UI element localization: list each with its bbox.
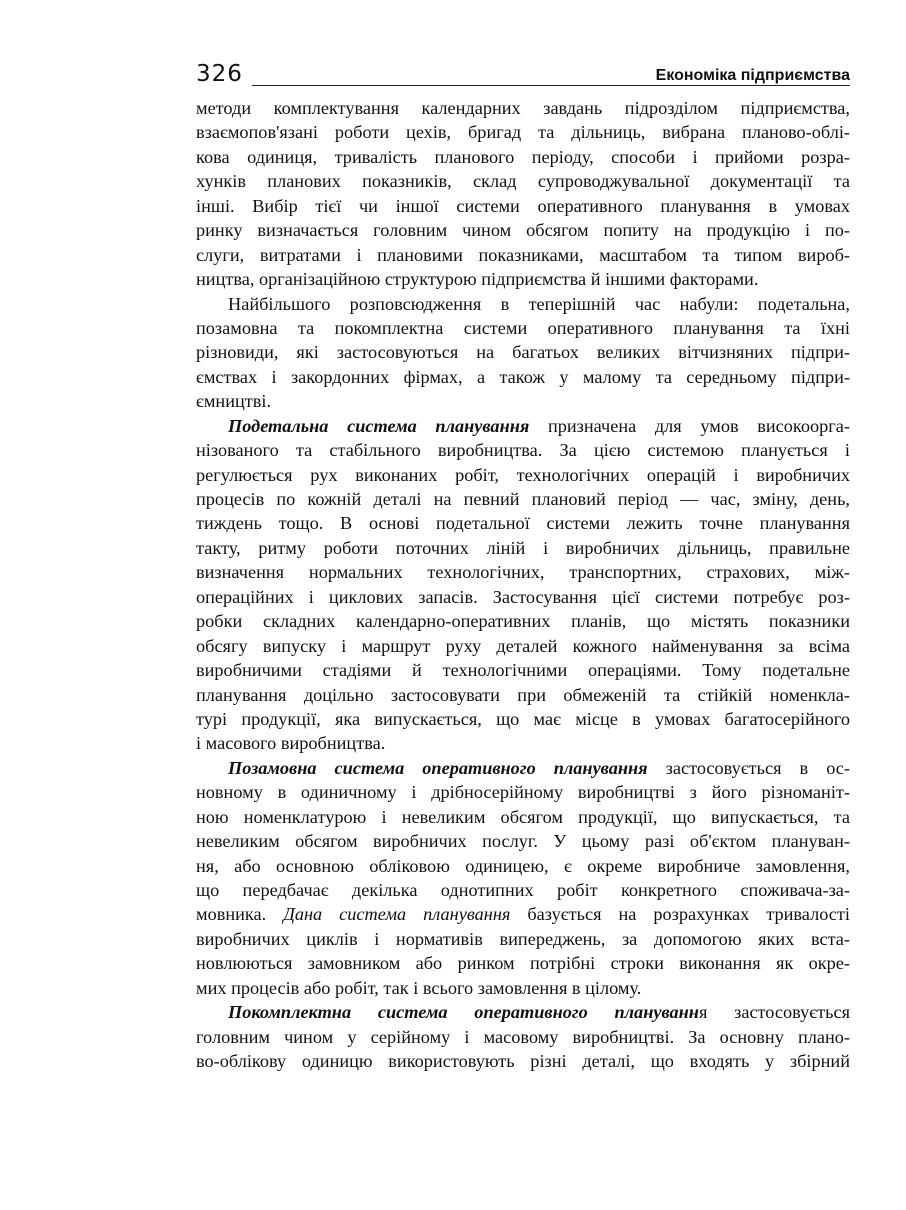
- italic-phrase: Дана система планування: [283, 904, 511, 925]
- running-title: Економіка підприємства: [655, 67, 850, 84]
- text-line: Подетальна система планування призначена для умов високоорга-: [228, 415, 850, 436]
- text-line: слуги, витратами і плановими показниками, масштабом та типом вироб-: [196, 244, 850, 265]
- text-line: новному в одиничному і дрібносерійному виробництві з його різноманіт-: [196, 782, 850, 803]
- text-line: виробничих циклів і нормативів випереджень, за допомогою яких вста-: [196, 928, 850, 949]
- text-line: новлюються замовником або ринком потрібні строки виконання як окре-: [196, 953, 850, 974]
- text-line: ною номенклатурою і невеликим обсягом продукції, що випускається, та: [196, 806, 850, 827]
- text-line: Покомплектна система оперативного планування застосовується: [228, 1002, 850, 1023]
- text-line: во-облікову одиницю використовують різні деталі, що входять у збірний: [196, 1051, 850, 1072]
- text-line: нізованого та стабільного виробництва. За цією системою планується і: [196, 440, 850, 461]
- text-line: взаємопов'язані роботи цехів, бригад та дільниць, вибрана планово-облі-: [196, 122, 850, 143]
- text-line: ринку визначається головним чином обсягом попиту на продукцію і по-: [196, 220, 850, 241]
- text-line: головним чином у серійному і масовому виробництві. За основну плано-: [196, 1026, 850, 1047]
- text-line: і масового виробництва.: [196, 733, 386, 754]
- text-line: робки складних календарно-оперативних планів, що містять показники: [196, 611, 850, 632]
- text-line: що передбачає декілька однотипних робіт конкретного споживача-за-: [196, 880, 850, 900]
- text-line: тиждень тощо. В основі подетальної системи лежить точне планування: [196, 513, 850, 534]
- text-line: невеликим обсягом виробничих послуг. У цьому разі об'єктом плануван-: [196, 831, 850, 852]
- text-line: такту, ритму роботи поточних ліній і виробничих дільниць, правильне: [196, 537, 850, 558]
- text-line: різновиди, які застосовуються на багатьох великих вітчизняних підпри-: [196, 342, 850, 363]
- text-line: ня, або основною обліковою одиницею, є окреме виробниче замовлення,: [196, 855, 850, 876]
- run-in-heading: Подетальна система планування: [228, 415, 548, 436]
- text-line: регулюється рух виконаних робіт, технологічних операцій і виробничих: [196, 464, 850, 485]
- text-line: ємництві.: [196, 391, 272, 412]
- header-rule: [252, 85, 850, 86]
- text-line: позамовна та покомплектна системи оперативного планування та їхні: [196, 317, 850, 338]
- text-line: мих процесів або робіт, так і всього замовлення в цілому.: [196, 977, 642, 998]
- text-line: інші. Вибір тієї чи іншої системи оперативного планування в умовах: [196, 195, 850, 216]
- text-line: планування доцільно застосовувати при обмеженій та стійкій номенкла-: [196, 684, 850, 705]
- text-line: кова одиниця, тривалість планового періоду, способи і прийоми розра-: [196, 146, 850, 167]
- text-line: мовника. Дана система планування базується на розрахунках тривалості: [196, 904, 850, 925]
- text-line: операційних і циклових запасів. Застосування цієї системи потребує роз-: [196, 586, 850, 607]
- text-line: Позамовна система оперативного планування застосовується в ос-: [228, 757, 850, 778]
- text-line: Найбільшого розповсюдження в теперішній час набули: подетальна,: [228, 293, 850, 314]
- page-number: 326: [196, 61, 243, 87]
- text-line: обсягу випуску і маршрут руху деталей кожного найменування за всіма: [196, 635, 850, 656]
- text-line: процесів по кожній деталі на певний плановий період — час, зміну, день,: [196, 489, 850, 509]
- text-line: виробничими стадіями й технологічними операціями. Тому подетальне: [196, 660, 850, 681]
- text-line: ництва, організаційною структурою підприємства й іншими факторами.: [196, 269, 759, 290]
- text-line: ємствах і закордонних фірмах, а також у малому та середньому підпри-: [196, 366, 850, 387]
- text-line: визначення нормальних технологічних, транспортних, страхових, між-: [196, 562, 850, 583]
- run-in-heading: Покомплектна система оперативного плануванн: [228, 1002, 699, 1023]
- text-line: турі продукції, яка випускається, що має місце в умовах багатосерійного: [196, 708, 850, 729]
- page-header: [196, 62, 850, 90]
- body-text: [196, 96, 850, 1074]
- text-line: хунків планових показників, склад супроводжувальної документації та: [196, 171, 850, 192]
- text-line: методи комплектування календарних завдань підрозділом підприємства,: [196, 98, 850, 118]
- run-in-heading: Позамовна система оперативного планування: [228, 757, 666, 778]
